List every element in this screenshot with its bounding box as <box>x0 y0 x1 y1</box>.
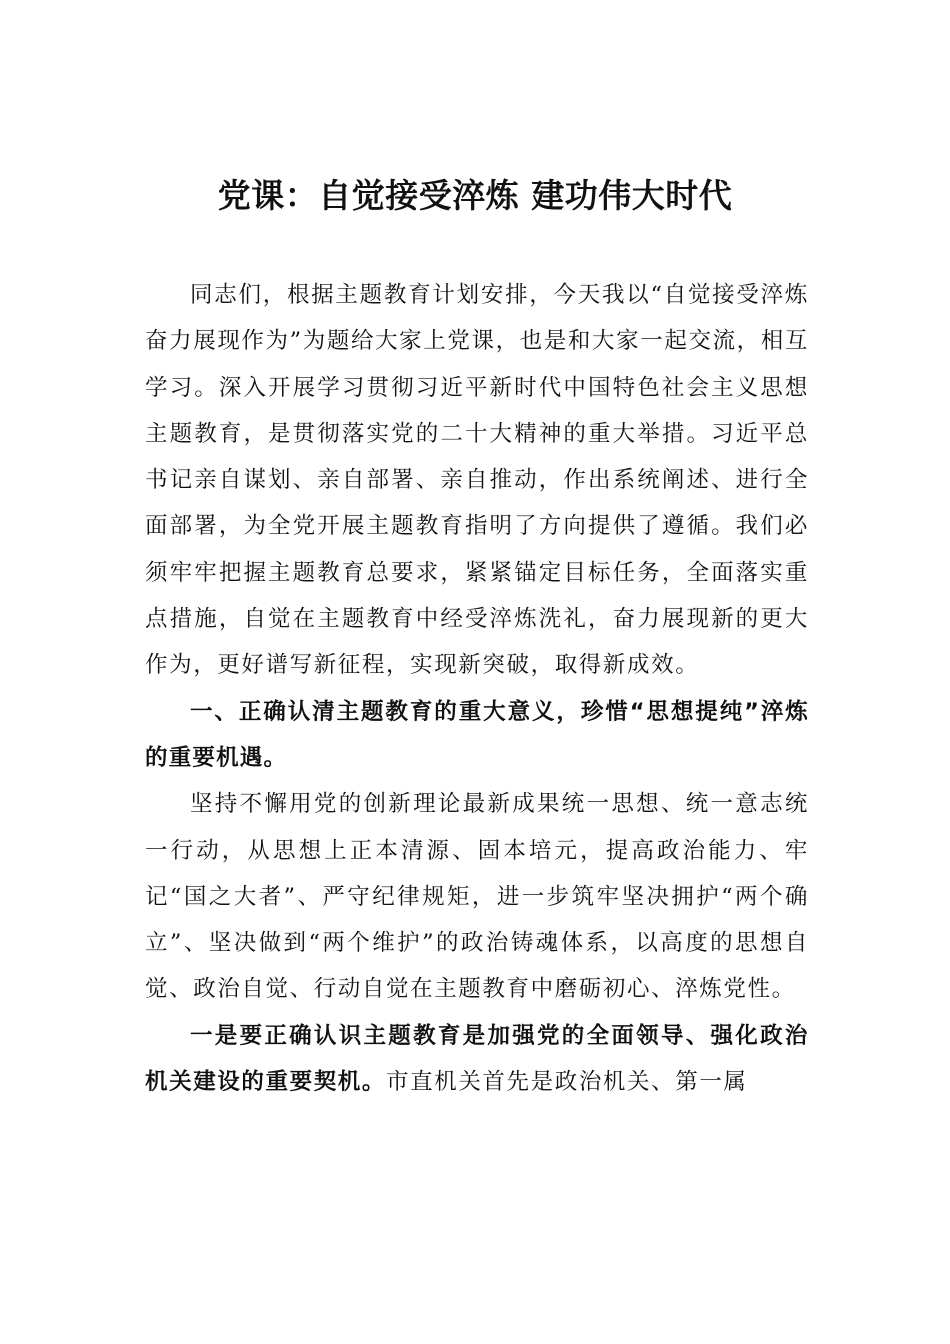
document-title: 党课：自觉接受淬炼 建功伟大时代 <box>217 176 733 215</box>
document-body <box>145 272 809 1105</box>
point-1-text: 市直机关首先是政治机关、第一属 <box>386 1069 748 1096</box>
point-1-paragraph <box>145 1013 809 1106</box>
section-1-paragraph: 坚持不懈用党的创新理论最新成果统一思想、统一意志统一行动，从思想上正本清源、固本培元，提高政治能力、牢记“国之大者”、严守纪律规矩，进一步筑牢坚决拥护“两个确立”、坚决做到“两个维护”的政治铸魂体系，以高度的思想自觉、政治自觉、行动自觉在主题教育中磨砺初心、淬炼党性。 <box>145 791 809 1003</box>
point-1-bold-lead: 一是要正确认识主题教育是加强党的全面领导、强化政治机关建设的重要契机。 <box>145 1022 809 1096</box>
section-heading-1: 一、正确认清主题教育的重大意义，珍惜“思想提纯”淬炼的重要机遇。 <box>145 698 809 771</box>
intro-paragraph: 同志们，根据主题教育计划安排，今天我以“自觉接受淬炼 奋力展现作为”为题给大家上党课，也是和大家一起交流，相互学习。深入开展学习贯彻习近平新时代中国特色社会主义思想主题教育，是贯彻落实党的二十大精神的重大举措。习近平总书记亲自谋划、亲自部署、亲自推动，作出系统阐述、进行全面部署，为全党开展主题教育指明了方向提供了遵循。我们必须牢牢把握主题教育总要求，紧紧锚定目标任务，全面落实重点措施，自觉在主题教育中经受淬炼洗礼，奋力展现新的更大作为，更好谱写新征程，实现新突破，取得新成效。 <box>145 282 809 679</box>
